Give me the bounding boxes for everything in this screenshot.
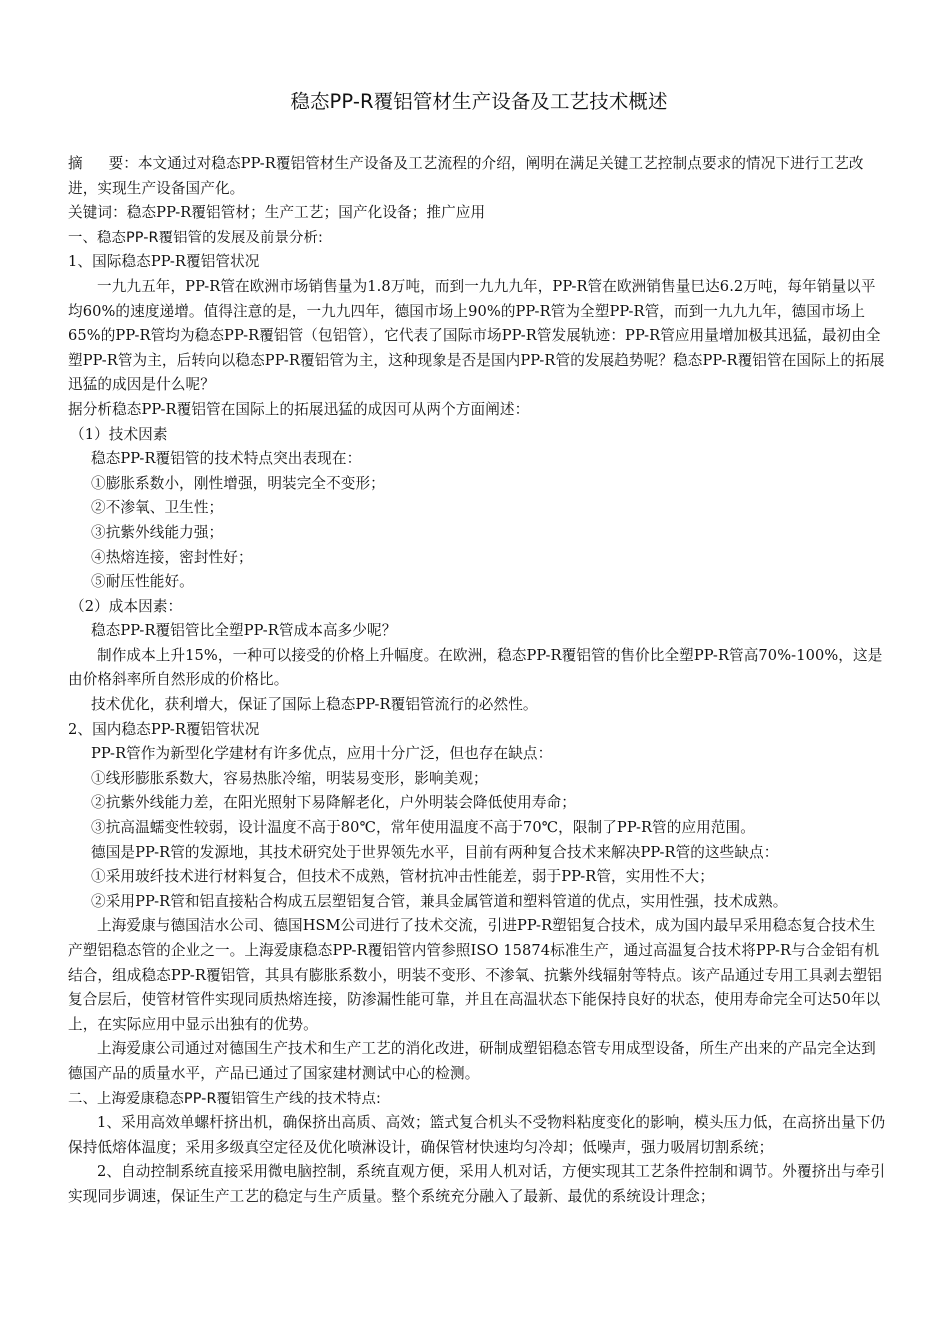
factor-2-heading: （2）成本因素： — [70, 597, 183, 615]
list-item: ②抗紫外线能力差，在阳光照射下易降解老化，户外明装会降低使用寿命； — [91, 794, 576, 812]
subsection-1-heading: 1、国际稳态PP-R覆铝管状况 — [68, 253, 260, 271]
paragraph: PP-R管作为新型化学建材有许多优点，应用十分广泛，但也存在缺点： — [91, 745, 553, 763]
keywords: 关键词：稳态PP-R覆铝管材；生产工艺；国产化设备；推广应用 — [68, 204, 486, 222]
factor-1-intro: 稳态PP-R覆铝管的技术特点突出表现在： — [91, 450, 362, 468]
document-title: 稳态PP-R覆铝管材生产设备及工艺技术概述 — [290, 90, 668, 113]
section-1-heading: 一、稳态PP-R覆铝管的发展及前景分析: — [68, 229, 323, 246]
factor-1-heading: （1）技术因素 — [70, 425, 168, 443]
list-item: ③抗紫外线能力强； — [91, 523, 224, 541]
subsection-2-heading: 2、国内稳态PP-R覆铝管状况 — [68, 720, 260, 738]
document-body — [68, 152, 890, 1210]
paragraph: 上海爱康公司通过对德国生产技术和生产工艺的消化改进，研制成塑铝稳态管专用成型设备，所生产出来的产品完全达到德国产品的质量水平，产品已通过了国家建材测试中心的检测。 — [68, 1040, 876, 1082]
list-item: ②采用PP-R管和铝直接粘合构成五层塑铝复合管，兼具金属管道和塑料管道的优点，实用性强，技术成熟。 — [91, 892, 788, 910]
section-2-heading: 二、上海爱康稳态PP-R覆铝管生产线的技术特点: — [68, 1090, 381, 1107]
paragraph: 1、采用高效单螺杆挤出机，确保挤出高质、高效；篮式复合机头不受物料粘度变化的影响，模头压力低，在高挤出量下仍保持低熔体温度；采用多级真空定径及优化喷淋设计，确保管材快速均匀冷却；低噪声，强力吸屑切割系统； — [68, 1114, 886, 1156]
paragraph: 技术优化，获利增大，保证了国际上稳态PP-R覆铝管流行的必然性。 — [91, 696, 538, 714]
list-item: ③抗高温蠕变性较弱，设计温度不高于80℃，常年使用温度不高于70℃，限制了PP-R管的应用范围。 — [91, 819, 755, 837]
abstract-text: 本文通过对稳态PP-R覆铝管材生产设备及工艺流程的介绍，阐明在满足关键工艺控制点要求的情况下进行工艺改进，实现生产设备国产化。 — [68, 155, 864, 197]
paragraph: 德国是PP-R管的发源地，其技术研究处于世界领先水平，目前有两种复合技术来解决PP-R管的这些缺点： — [91, 843, 779, 861]
list-item: ①膨胀系数小，刚性增强，明装完全不变形； — [91, 474, 385, 492]
list-item: ⑤耐压性能好。 — [91, 573, 194, 591]
paragraph: 上海爱康与德国洁水公司、德国HSM公司进行了技术交流，引进PP-R塑铝复合技术，成为国内最早采用稳态复合技术生产塑铝稳态管的企业之一。上海爱康稳态PP-R覆铝管内管参照ISO 15874标准生产，通过高温复合技术将PP-R与合金铝有机结合，组成稳态PP-R覆铝管，其具有膨胀系数小，明装不变形、不渗氧、抗紫外线辐射等特点。该产品通过专用工具剥去塑铝复合层后，使管材管件实现同质热熔连接，防渗漏性能可靠，并且在高温状态下能保持良好的状态，使用寿命完全可达50年以上，在实际应用中显示出独有的优势。 — [68, 917, 882, 1033]
abstract-label: 摘 要： — [68, 155, 138, 172]
paragraph: 稳态PP-R覆铝管比全塑PP-R管成本高多少呢？ — [91, 622, 397, 640]
paragraph: 制作成本上升15%，一种可以接受的价格上升幅度。在欧洲，稳态PP-R覆铝管的售价比全塑PP-R管高70%-100%，这是由价格斜率所自然形成的价格比。 — [68, 646, 883, 689]
abstract — [68, 152, 890, 201]
list-item: ①线形膨胀系数大，容易热胀冷缩，明装易变形，影响美观； — [91, 769, 488, 787]
paragraph: 一九九五年，PP-R管在欧洲市场销售量为1.8万吨，而到一九九九年，PP-R管在欧洲销售量巳达6.2万吨，每年销量以平均60%的速度递增。值得注意的是，一九九四年，德国市场上90%的PP-R管为全塑PP-R管，而到一九九九年，德国市场上65%的PP-R管均为稳态PP-R覆铝管（包铝管），它代表了国际市场PP-R管发展轨迹：PP-R管应用量增加极其迅猛，最初由全塑PP-R管为主，后转向以稳态PP-R覆铝管为主，这种现象是否是国内PP-R管的发展趋势呢？稳态PP-R覆铝管在国际上的拓展迅猛的成因是什么呢？ — [68, 277, 885, 394]
paragraph: 2、自动控制系统直接采用微电脑控制，系统直观方便，采用人机对话，方便实现其工艺条件控制和调节。外覆挤出与牵引实现同步调速，保证生产工艺的稳定与生产质量。整个系统充分融入了最新、最优的系统设计理念； — [68, 1163, 886, 1205]
paragraph: 据分析稳态PP-R覆铝管在国际上的拓展迅猛的成因可从两个方面阐述： — [68, 400, 530, 418]
list-item: ①采用玻纤技术进行材料复合，但技术不成熟，管材抗冲击性能差，弱于PP-R管，实用性不大； — [91, 868, 714, 886]
list-item: ④热熔连接，密封性好； — [91, 548, 253, 566]
list-item: ②不渗氧、卫生性； — [91, 499, 224, 517]
